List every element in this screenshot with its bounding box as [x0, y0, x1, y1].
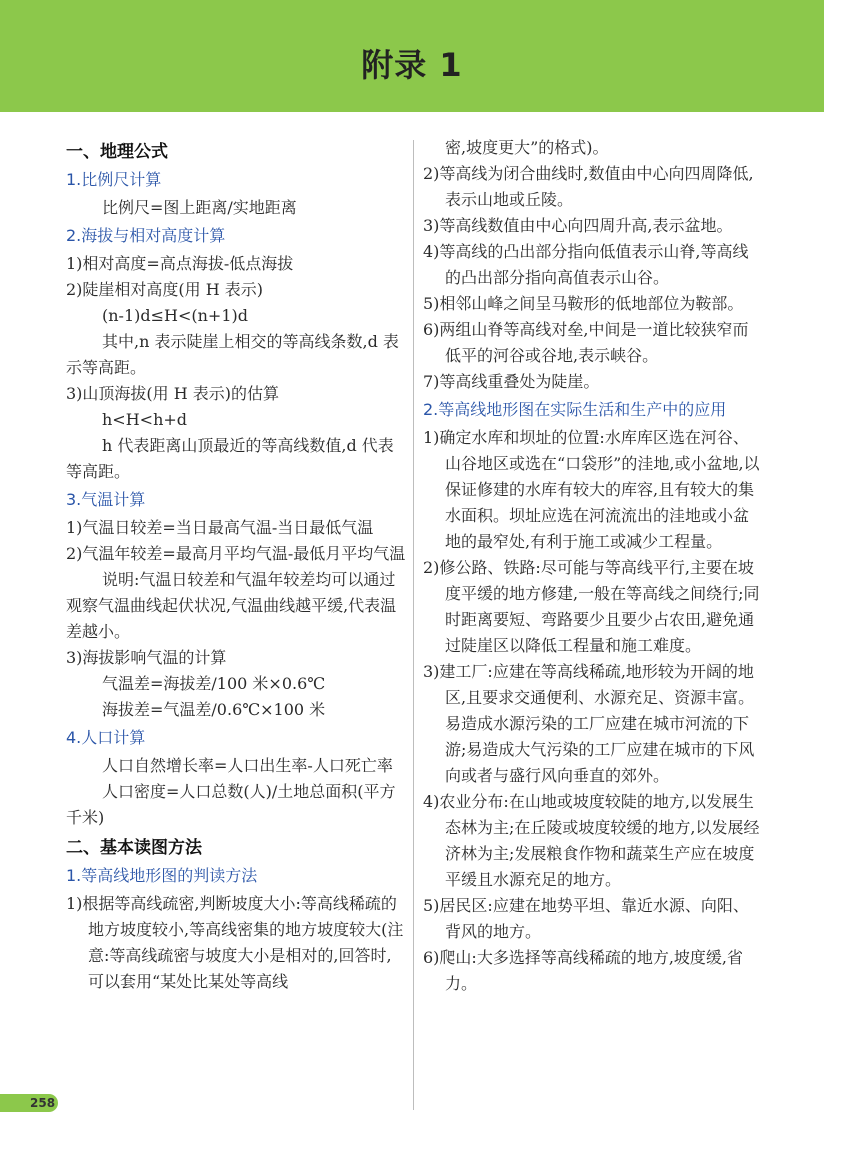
formula-line: 比例尺=图上距离/实地距离 [102, 198, 297, 217]
section-heading: 一、地理公式 [66, 142, 168, 162]
list-item: 3)建工厂:应建在等高线稀疏,地形较为开阔的地区,且要求交通便利、水源充足、资源丰富。易造成水源污染的工厂应建在城市河流的下游;易造成大气污染的工厂应建在城市的下风向或者与盛行风向垂直的郊外。 [423, 662, 755, 785]
left-column [66, 135, 406, 995]
paragraph: 人口密度=人口总数(人)/土地总面积(平方千米) [66, 782, 396, 827]
right-column [423, 135, 763, 997]
list-item: 3)山顶海拔(用 H 表示)的估算 [66, 384, 280, 403]
section-heading: 二、基本读图方法 [66, 838, 202, 858]
formula-line: 海拔差=气温差/0.6℃×100 米 [102, 700, 326, 719]
paragraph: h 代表距离山顶最近的等高线数值,d 代表等高距。 [66, 436, 394, 481]
subsection-heading: 1.等高线地形图的判读方法 [66, 866, 258, 885]
page-number: 258 [30, 1096, 56, 1110]
list-item: 3)海拔影响气温的计算 [66, 648, 227, 667]
paragraph: 说明:气温日较差和气温年较差均可以通过观察气温曲线起伏状况,气温曲线越平缓,代表温差越小。 [66, 570, 397, 641]
column-divider [413, 140, 414, 1110]
list-item: 5)相邻山峰之间呈马鞍形的低地部位为鞍部。 [423, 294, 744, 313]
list-item: 2)陡崖相对高度(用 H 表示) [66, 280, 264, 299]
page-header-band [0, 0, 824, 112]
continued-text: 密,坡度更大”的格式)。 [445, 138, 609, 157]
list-item: 7)等高线重叠处为陡崖。 [423, 372, 600, 391]
list-item: 6)爬山:大多选择等高线稀疏的地方,坡度缓,省力。 [423, 948, 743, 993]
subsection-heading: 1.比例尺计算 [66, 170, 162, 189]
list-item: 1)相对高度=高点海拔-低点海拔 [66, 254, 294, 273]
list-item: 4)农业分布:在山地或坡度较陡的地方,以发展生态林为主;在丘陵或坡度较缓的地方,以发展经济林为主;发展粮食作物和蔬菜生产应在坡度平缓且水源充足的地方。 [423, 792, 760, 889]
list-item: 6)两组山脊等高线对垒,中间是一道比较狭窄而低平的河谷或谷地,表示峡谷。 [423, 320, 749, 365]
formula-line: (n-1)d≤H<(n+1)d [102, 306, 248, 325]
list-item: 2)等高线为闭合曲线时,数值由中心向四周降低,表示山地或丘陵。 [423, 164, 754, 209]
formula-line: h<H<h+d [102, 410, 188, 429]
list-item: 1)气温日较差=当日最高气温-当日最低气温 [66, 518, 374, 537]
list-item: 2)修公路、铁路:尽可能与等高线平行,主要在坡度平缓的地方修建,一般在等高线之间绕行;同时距离要短、弯路要少且要少占农田,避免通过陡崖区以降低工程量和施工难度。 [423, 558, 760, 655]
list-item: 3)等高线数值由中心向四周升高,表示盆地。 [423, 216, 733, 235]
subsection-heading: 2.海拔与相对高度计算 [66, 226, 226, 245]
paragraph: 其中,n 表示陡崖上相交的等高线条数,d 表示等高距。 [66, 332, 399, 377]
list-item: 1)根据等高线疏密,判断坡度大小:等高线稀疏的地方坡度较小,等高线密集的地方坡度较大(注意:等高线疏密与坡度大小是相对的,回答时,可以套用“某处比某处等高线 [66, 894, 404, 991]
subsection-heading: 2.等高线地形图在实际生活和生产中的应用 [423, 400, 727, 419]
paragraph: 人口自然增长率=人口出生率-人口死亡率 [102, 756, 393, 775]
subsection-heading: 4.人口计算 [66, 728, 146, 747]
list-item: 1)确定水库和坝址的位置:水库库区选在河谷、山谷地区或选在“口袋形”的洼地,或小盆地,以保证修建的水库有较大的库容,且有较大的集水面积。坝址应选在河流流出的洼地或小盆地的最窄处,有利于施工或减少工程量。 [423, 428, 760, 551]
page-title: 附录 1 [361, 46, 463, 84]
subsection-heading: 3.气温计算 [66, 490, 146, 509]
list-item: 4)等高线的凸出部分指向低值表示山脊,等高线的凸出部分指向高值表示山谷。 [423, 242, 749, 287]
list-item: 5)居民区:应建在地势平坦、靠近水源、向阳、背风的地方。 [423, 896, 749, 941]
list-item: 2)气温年较差=最高月平均气温-最低月平均气温 [66, 544, 406, 563]
formula-line: 气温差=海拔差/100 米×0.6℃ [102, 674, 326, 693]
page-number-tab [0, 1094, 58, 1112]
